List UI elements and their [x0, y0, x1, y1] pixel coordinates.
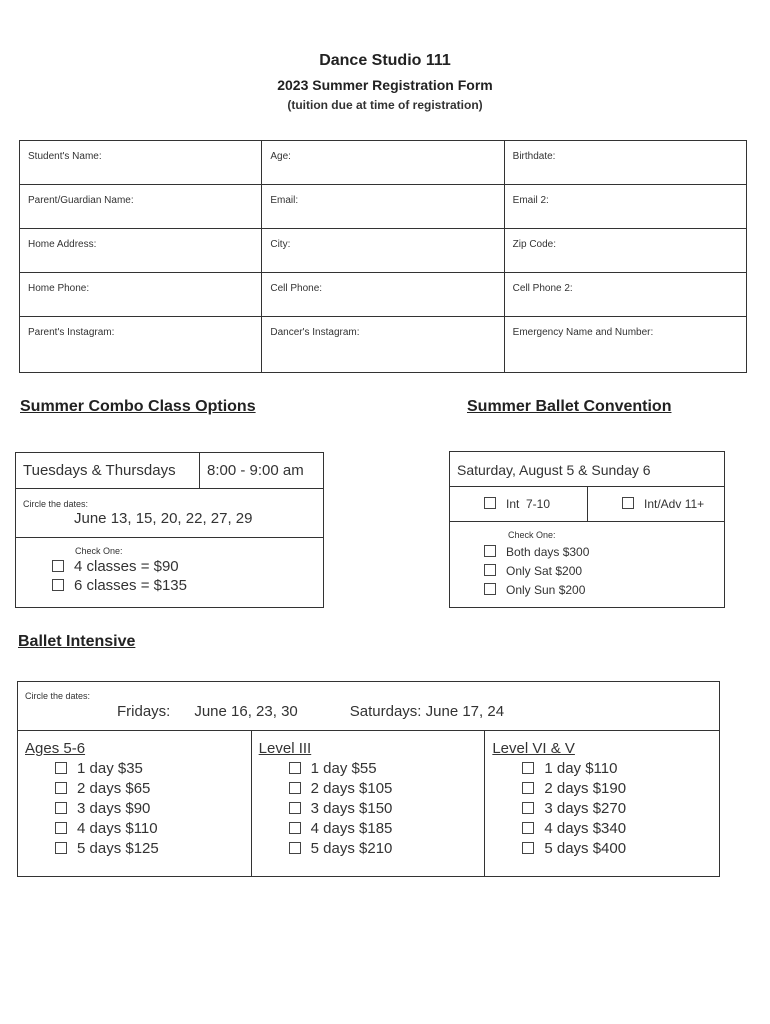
email2-field[interactable]: Email 2:	[504, 185, 746, 229]
form-subtitle: 2023 Summer Registration Form	[277, 77, 493, 93]
circle-dates-label: Circle the dates:	[25, 691, 91, 701]
dancer-instagram-field[interactable]: Dancer's Instagram:	[262, 317, 504, 373]
list-item[interactable]: 1 day $110	[522, 760, 719, 777]
list-item[interactable]: 5 days $400	[522, 840, 719, 857]
cell-phone2-field[interactable]: Cell Phone 2:	[504, 273, 746, 317]
list-item[interactable]: 1 day $55	[289, 760, 485, 777]
combo-dates[interactable]: June 13, 15, 20, 22, 27, 29	[74, 510, 253, 527]
checkbox[interactable]	[289, 802, 301, 814]
intensive-dates-line	[25, 703, 719, 720]
home-phone-field[interactable]: Home Phone:	[20, 273, 262, 317]
combo-options-row	[16, 538, 323, 594]
checkbox[interactable]	[55, 782, 67, 794]
checkbox[interactable]	[484, 545, 496, 557]
list-item[interactable]: 5 days $125	[55, 840, 251, 857]
checkbox[interactable]	[522, 822, 534, 834]
convention-levels-row	[450, 487, 724, 522]
list-item[interactable]: 2 days $65	[55, 780, 251, 797]
convention-option-sun[interactable]: Only Sun $200	[484, 583, 724, 597]
level-int-option[interactable]: Int 7-10	[450, 487, 588, 521]
checkbox[interactable]	[622, 497, 634, 509]
form-header	[0, 52, 770, 112]
checkbox[interactable]	[289, 782, 301, 794]
level-int-adv-option[interactable]: Int/Adv 11+	[588, 487, 704, 521]
checkbox[interactable]	[289, 822, 301, 834]
checkbox[interactable]	[522, 762, 534, 774]
list-item[interactable]: 3 days $90	[55, 800, 251, 817]
checkbox[interactable]	[52, 579, 64, 591]
convention-dates: Saturday, August 5 & Sunday 6	[450, 452, 724, 487]
combo-option-6-classes[interactable]: 6 classes = $135	[52, 577, 323, 594]
fridays-label: Fridays:	[117, 703, 171, 720]
convention-box	[449, 451, 725, 608]
combo-option-4-classes[interactable]: 4 classes = $90	[52, 558, 323, 575]
list-item[interactable]: 2 days $105	[289, 780, 485, 797]
saturdays-dates[interactable]: Saturdays: June 17, 24	[349, 703, 505, 720]
list-item[interactable]: 4 days $185	[289, 820, 485, 837]
intensive-levels-row	[18, 731, 719, 877]
convention-heading: Summer Ballet Convention	[467, 398, 672, 415]
email-field[interactable]: Email:	[262, 185, 504, 229]
list-item[interactable]: 1 day $35	[55, 760, 251, 777]
combo-dates-row	[16, 489, 323, 538]
table-row	[20, 317, 747, 373]
list-item[interactable]: 5 days $210	[289, 840, 485, 857]
guardian-name-field[interactable]: Parent/Guardian Name:	[20, 185, 262, 229]
combo-schedule-row	[16, 453, 323, 489]
zip-code-field[interactable]: Zip Code:	[504, 229, 746, 273]
list-item[interactable]: 4 days $340	[522, 820, 719, 837]
student-name-field[interactable]: Student's Name:	[20, 141, 262, 185]
age-field[interactable]: Age:	[262, 141, 504, 185]
column-title: Level VI & V	[492, 740, 575, 757]
checkbox[interactable]	[522, 842, 534, 854]
intensive-column-ages-5-6	[18, 731, 252, 877]
parent-instagram-field[interactable]: Parent's Instagram:	[20, 317, 262, 373]
checkbox[interactable]	[55, 802, 67, 814]
checkbox[interactable]	[55, 842, 67, 854]
table-row	[20, 229, 747, 273]
intensive-heading: Ballet Intensive	[18, 633, 136, 650]
emergency-contact-field[interactable]: Emergency Name and Number:	[504, 317, 746, 373]
home-address-field[interactable]: Home Address:	[20, 229, 262, 273]
list-item[interactable]: 2 days $190	[522, 780, 719, 797]
cell-phone-field[interactable]: Cell Phone:	[262, 273, 504, 317]
convention-option-sat[interactable]: Only Sat $200	[484, 564, 724, 578]
combo-heading: Summer Combo Class Options	[20, 398, 256, 415]
student-info-table	[19, 140, 747, 373]
combo-class-box	[15, 452, 324, 608]
convention-options-row	[450, 522, 724, 597]
tuition-note: (tuition due at time of registration)	[287, 98, 483, 112]
checkbox[interactable]	[484, 564, 496, 576]
checkbox[interactable]	[484, 583, 496, 595]
intensive-box	[17, 681, 720, 877]
city-field[interactable]: City:	[262, 229, 504, 273]
convention-option-both[interactable]: Both days $300	[484, 545, 724, 559]
checkbox[interactable]	[52, 560, 64, 572]
studio-title: Dance Studio 111	[319, 52, 451, 69]
checkbox[interactable]	[484, 497, 496, 509]
checkbox[interactable]	[522, 782, 534, 794]
checkbox[interactable]	[55, 762, 67, 774]
column-title: Ages 5-6	[25, 740, 86, 757]
list-item[interactable]: 3 days $150	[289, 800, 485, 817]
combo-days: Tuesdays & Thursdays	[16, 453, 200, 488]
list-item[interactable]: 3 days $270	[522, 800, 719, 817]
intensive-column-level-vi-v	[485, 731, 719, 877]
intensive-column-level-iii	[252, 731, 486, 877]
checkbox[interactable]	[289, 842, 301, 854]
intensive-dates-row	[18, 682, 719, 731]
circle-dates-label: Circle the dates:	[23, 499, 89, 509]
checkbox[interactable]	[522, 802, 534, 814]
checkbox[interactable]	[289, 762, 301, 774]
combo-time: 8:00 - 9:00 am	[207, 462, 304, 479]
table-row	[20, 273, 747, 317]
checkbox[interactable]	[55, 822, 67, 834]
table-row	[20, 141, 747, 185]
birthdate-field[interactable]: Birthdate:	[504, 141, 746, 185]
table-row	[20, 185, 747, 229]
column-title: Level III	[258, 740, 312, 757]
check-one-label: Check One:	[75, 546, 123, 556]
fridays-dates[interactable]: June 16, 23, 30	[194, 703, 298, 720]
list-item[interactable]: 4 days $110	[55, 820, 251, 837]
check-one-label: Check One:	[508, 530, 556, 540]
